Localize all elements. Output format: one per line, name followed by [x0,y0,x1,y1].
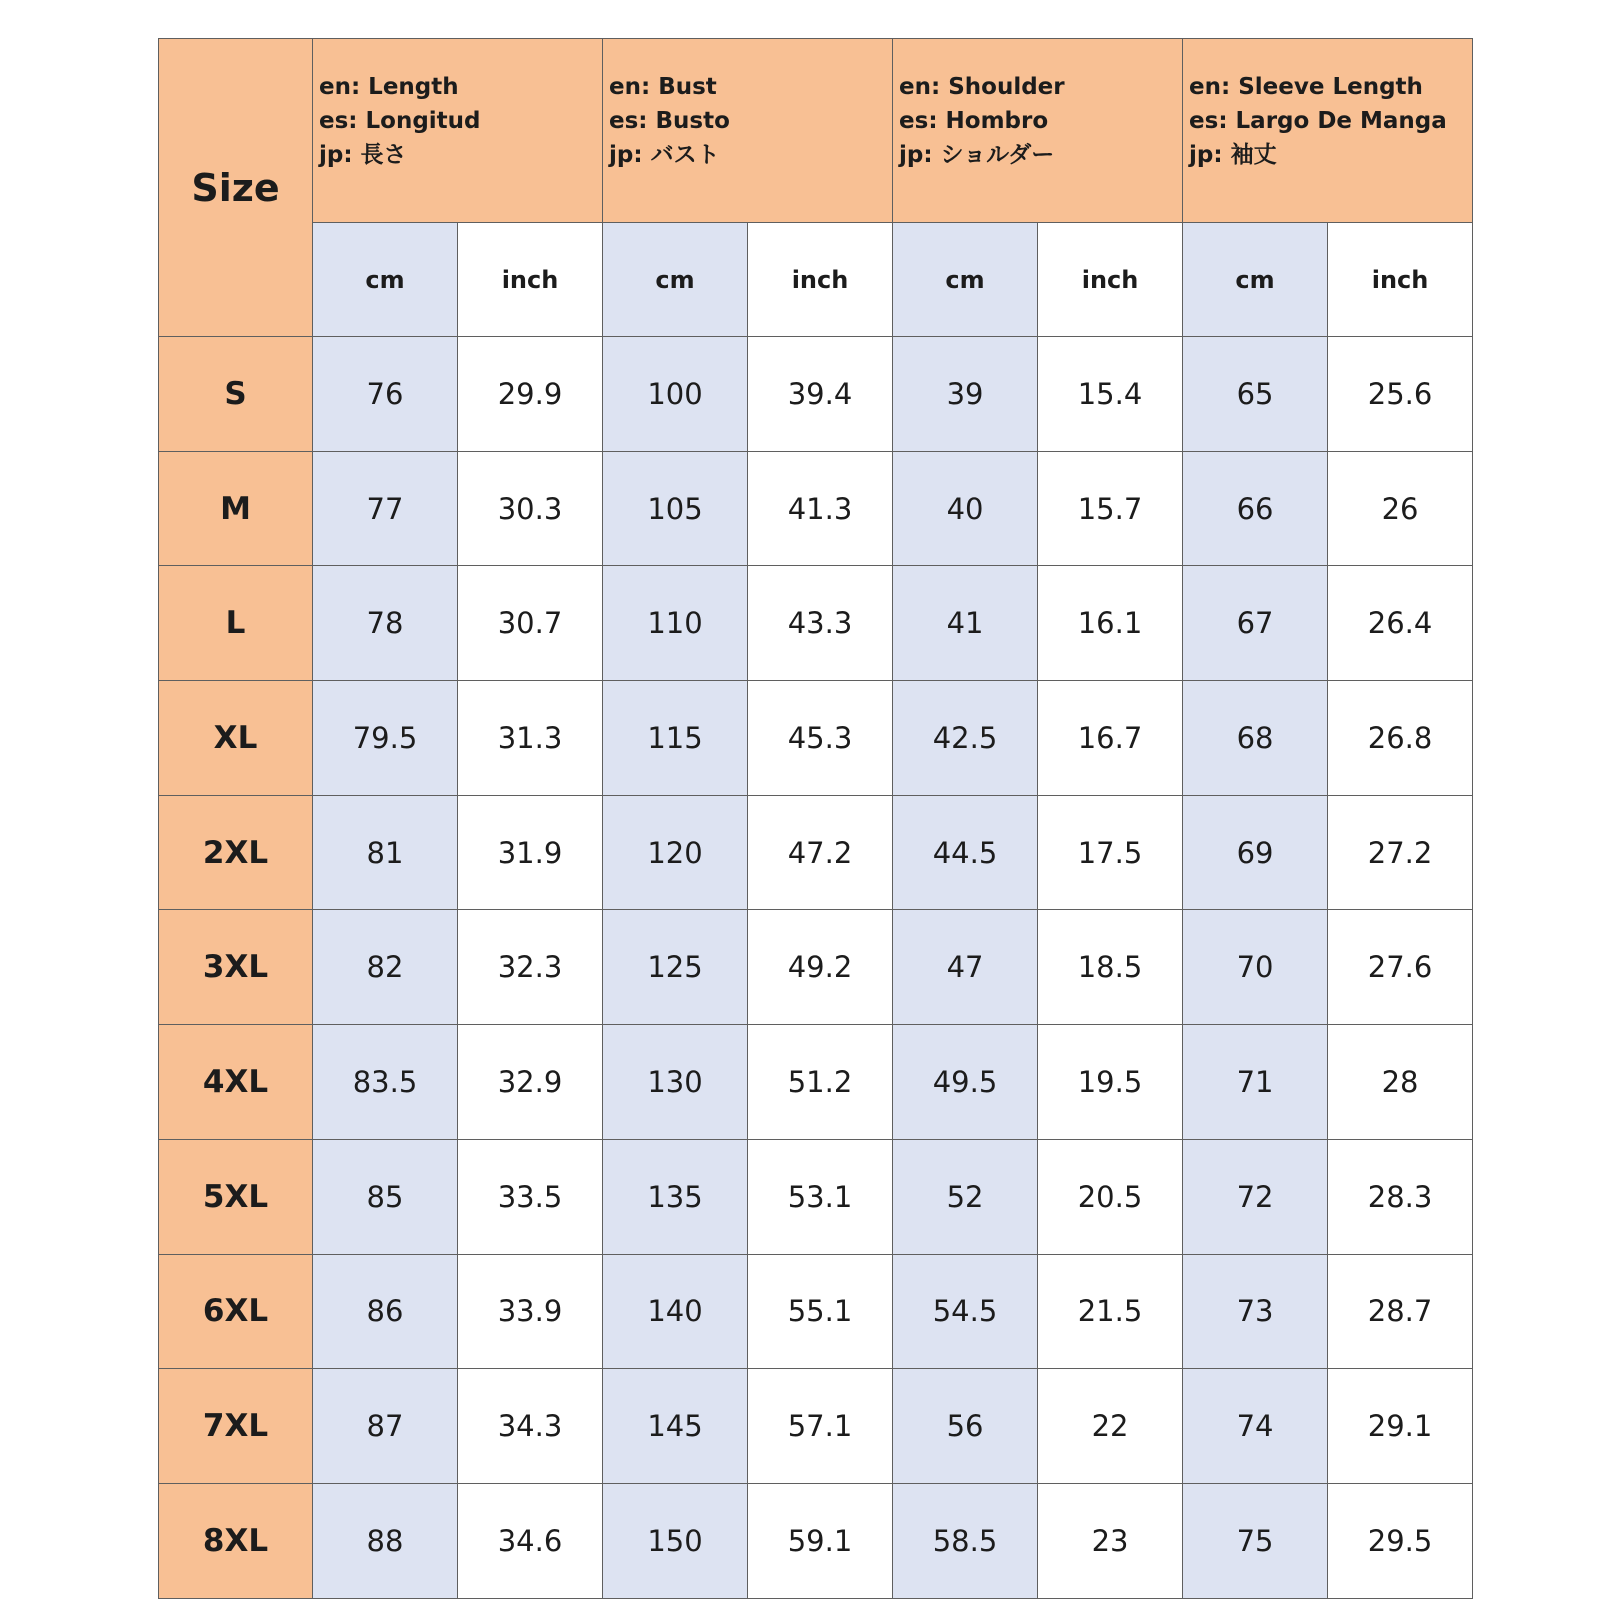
cm-value-cell: 78 [313,566,458,681]
unit-header-cm: cm [603,223,748,337]
cm-value-cell: 120 [603,795,748,910]
table-row [159,1025,1473,1140]
cm-value-cell: 135 [603,1139,748,1254]
inch-value-cell: 29.1 [1328,1369,1473,1484]
size-label: 6XL [159,1254,313,1369]
table-row [159,1483,1473,1598]
unit-header-inch: inch [1038,223,1183,337]
measure-label-es: es: Largo De Manga [1189,107,1447,134]
measure-label-jp: jp: 長さ [319,141,407,168]
cm-value-cell: 65 [1183,337,1328,452]
inch-value-cell: 27.2 [1328,795,1473,910]
inch-value-cell: 55.1 [748,1254,893,1369]
inch-value-cell: 15.7 [1038,451,1183,566]
cm-value-cell: 40 [893,451,1038,566]
cm-value-cell: 41 [893,566,1038,681]
inch-value-cell: 31.3 [458,681,603,796]
size-label: L [159,566,313,681]
cm-value-cell: 71 [1183,1025,1328,1140]
measure-label-en: en: Length [319,73,459,100]
cm-value-cell: 69 [1183,795,1328,910]
inch-value-cell: 41.3 [748,451,893,566]
measure-label-es: es: Hombro [899,107,1049,134]
measure-header-shoulder [893,39,1183,223]
measure-header-length [313,39,603,223]
cm-value-cell: 125 [603,910,748,1025]
cm-value-cell: 140 [603,1254,748,1369]
unit-header-cm: cm [313,223,458,337]
cm-value-cell: 47 [893,910,1038,1025]
size-label: 8XL [159,1483,313,1598]
inch-value-cell: 22 [1038,1369,1183,1484]
size-label: 2XL [159,795,313,910]
unit-header-row [159,223,1473,337]
cm-value-cell: 68 [1183,681,1328,796]
inch-value-cell: 30.3 [458,451,603,566]
cm-value-cell: 87 [313,1369,458,1484]
inch-value-cell: 23 [1038,1483,1183,1598]
cm-value-cell: 81 [313,795,458,910]
inch-value-cell: 47.2 [748,795,893,910]
cm-value-cell: 56 [893,1369,1038,1484]
cm-value-cell: 54.5 [893,1254,1038,1369]
inch-value-cell: 16.1 [1038,566,1183,681]
unit-header-inch: inch [1328,223,1473,337]
measure-label-es: es: Longitud [319,107,481,134]
measure-label-jp: jp: バスト [609,141,720,168]
cm-value-cell: 73 [1183,1254,1328,1369]
cm-value-cell: 150 [603,1483,748,1598]
inch-value-cell: 53.1 [748,1139,893,1254]
cm-value-cell: 115 [603,681,748,796]
inch-value-cell: 33.5 [458,1139,603,1254]
cm-value-cell: 130 [603,1025,748,1140]
inch-value-cell: 49.2 [748,910,893,1025]
cm-value-cell: 70 [1183,910,1328,1025]
inch-value-cell: 16.7 [1038,681,1183,796]
measure-header-sleeve-length [1183,39,1473,223]
cm-value-cell: 110 [603,566,748,681]
inch-value-cell: 29.5 [1328,1483,1473,1598]
size-label: 4XL [159,1025,313,1140]
table-row [159,337,1473,452]
unit-header-cm: cm [893,223,1038,337]
cm-value-cell: 42.5 [893,681,1038,796]
table-row [159,795,1473,910]
unit-header-inch: inch [458,223,603,337]
inch-value-cell: 27.6 [1328,910,1473,1025]
measure-header-bust [603,39,893,223]
table-row [159,1369,1473,1484]
cm-value-cell: 52 [893,1139,1038,1254]
cm-value-cell: 39 [893,337,1038,452]
inch-value-cell: 21.5 [1038,1254,1183,1369]
cm-value-cell: 82 [313,910,458,1025]
inch-value-cell: 39.4 [748,337,893,452]
cm-value-cell: 145 [603,1369,748,1484]
measure-label-en: en: Sleeve Length [1189,73,1423,100]
cm-value-cell: 67 [1183,566,1328,681]
table-row [159,566,1473,681]
cm-value-cell: 88 [313,1483,458,1598]
inch-value-cell: 25.6 [1328,337,1473,452]
measure-label-es: es: Busto [609,107,730,134]
inch-value-cell: 32.9 [458,1025,603,1140]
cm-value-cell: 76 [313,337,458,452]
inch-value-cell: 32.3 [458,910,603,1025]
cm-value-cell: 74 [1183,1369,1328,1484]
size-label: XL [159,681,313,796]
inch-value-cell: 34.3 [458,1369,603,1484]
cm-value-cell: 83.5 [313,1025,458,1140]
table-row [159,681,1473,796]
cm-value-cell: 85 [313,1139,458,1254]
table-row [159,451,1473,566]
size-chart-body [159,39,1473,1599]
measure-label-jp: jp: 袖丈 [1189,141,1277,168]
cm-value-cell: 44.5 [893,795,1038,910]
inch-value-cell: 26.4 [1328,566,1473,681]
size-label: M [159,451,313,566]
table-row [159,1254,1473,1369]
inch-value-cell: 28 [1328,1025,1473,1140]
cm-value-cell: 86 [313,1254,458,1369]
inch-value-cell: 28.3 [1328,1139,1473,1254]
inch-value-cell: 26 [1328,451,1473,566]
inch-value-cell: 43.3 [748,566,893,681]
inch-value-cell: 19.5 [1038,1025,1183,1140]
inch-value-cell: 26.8 [1328,681,1473,796]
size-column-header: Size [159,39,313,337]
inch-value-cell: 17.5 [1038,795,1183,910]
unit-header-cm: cm [1183,223,1328,337]
inch-value-cell: 51.2 [748,1025,893,1140]
inch-value-cell: 59.1 [748,1483,893,1598]
size-label: 3XL [159,910,313,1025]
measure-label-en: en: Shoulder [899,73,1065,100]
unit-header-inch: inch [748,223,893,337]
cm-value-cell: 75 [1183,1483,1328,1598]
inch-value-cell: 34.6 [458,1483,603,1598]
cm-value-cell: 77 [313,451,458,566]
table-row [159,910,1473,1025]
cm-value-cell: 105 [603,451,748,566]
size-label: S [159,337,313,452]
measure-header-row [159,39,1473,223]
table-row [159,1139,1473,1254]
cm-value-cell: 100 [603,337,748,452]
inch-value-cell: 20.5 [1038,1139,1183,1254]
inch-value-cell: 15.4 [1038,337,1183,452]
inch-value-cell: 45.3 [748,681,893,796]
measure-label-jp: jp: ショルダー [899,141,1055,168]
inch-value-cell: 31.9 [458,795,603,910]
inch-value-cell: 18.5 [1038,910,1183,1025]
inch-value-cell: 29.9 [458,337,603,452]
size-label: 5XL [159,1139,313,1254]
cm-value-cell: 79.5 [313,681,458,796]
inch-value-cell: 30.7 [458,566,603,681]
cm-value-cell: 58.5 [893,1483,1038,1598]
inch-value-cell: 57.1 [748,1369,893,1484]
inch-value-cell: 33.9 [458,1254,603,1369]
cm-value-cell: 49.5 [893,1025,1038,1140]
cm-value-cell: 72 [1183,1139,1328,1254]
size-chart-table [158,38,1473,1599]
cm-value-cell: 66 [1183,451,1328,566]
measure-label-en: en: Bust [609,73,717,100]
size-label: 7XL [159,1369,313,1484]
inch-value-cell: 28.7 [1328,1254,1473,1369]
